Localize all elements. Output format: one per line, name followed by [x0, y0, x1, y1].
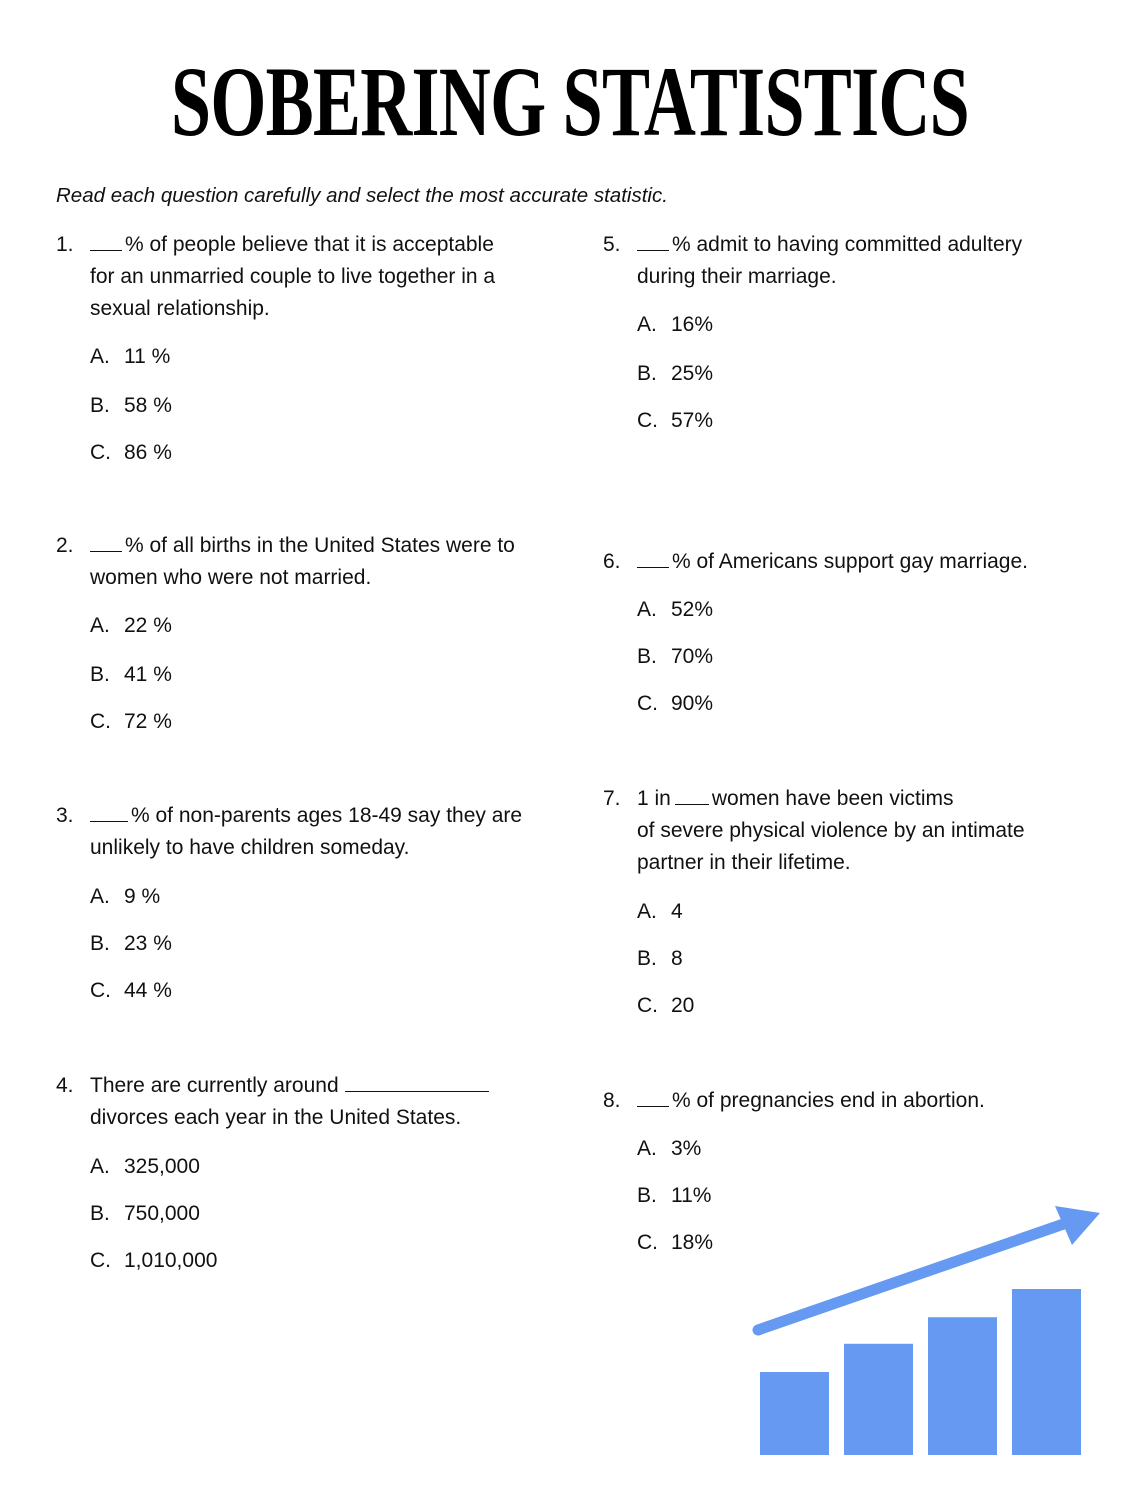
- option-c[interactable]: C. 86 %: [90, 441, 172, 464]
- question-number: 3.: [56, 804, 74, 827]
- option-a[interactable]: A. 16%: [637, 313, 714, 336]
- option-b[interactable]: B. 23 %: [90, 932, 172, 955]
- option-c[interactable]: C. 44 %: [90, 979, 172, 1002]
- option-b[interactable]: B. 8: [637, 947, 683, 970]
- growth-bar-1: [760, 1372, 829, 1455]
- option-a[interactable]: A. 52%: [637, 598, 714, 621]
- option-c[interactable]: C. 1,010,000: [90, 1249, 218, 1272]
- option-b[interactable]: B. 58 %: [90, 394, 172, 417]
- growth-bar-chart-icon: [740, 1195, 1110, 1465]
- answer-blank[interactable]: [90, 801, 128, 822]
- question-number: 5.: [603, 233, 621, 256]
- answer-blank[interactable]: [675, 784, 709, 805]
- question-number: 4.: [56, 1074, 74, 1097]
- answer-blank[interactable]: [90, 230, 122, 251]
- growth-bar-4: [1012, 1289, 1081, 1455]
- option-a[interactable]: A. 9 %: [90, 885, 161, 908]
- question-stem: % of non-parents ages 18-49 say they are unlikely to have children someday.: [90, 800, 522, 864]
- question-stem: There are currently around divorces each year in the United States.: [90, 1070, 492, 1134]
- answer-blank[interactable]: [345, 1071, 489, 1092]
- option-a[interactable]: A. 325,000: [90, 1155, 200, 1178]
- option-b[interactable]: B. 25%: [637, 362, 714, 385]
- question-stem: % of pregnancies end in abortion.: [637, 1085, 985, 1117]
- question-stem: 1 in women have been victims of severe physical violence by an intimate partner in their lifetime.: [637, 783, 1025, 879]
- question-number: 7.: [603, 787, 621, 810]
- option-b[interactable]: B. 70%: [637, 645, 714, 668]
- page-title: SOBERING STATISTICS: [171, 46, 969, 157]
- question-stem: % of all births in the United States were to women who were not married.: [90, 530, 515, 594]
- question-number: 8.: [603, 1089, 621, 1112]
- option-b[interactable]: B. 41 %: [90, 663, 172, 686]
- option-a[interactable]: A. 4: [637, 900, 683, 923]
- question-stem: % of Americans support gay marriage.: [637, 546, 1028, 578]
- answer-blank[interactable]: [637, 547, 669, 568]
- answer-blank[interactable]: [637, 1086, 669, 1107]
- option-a[interactable]: A. 11 %: [90, 345, 171, 368]
- growth-bar-2: [844, 1344, 913, 1455]
- option-c[interactable]: C. 20: [637, 994, 695, 1017]
- option-a[interactable]: A. 3%: [637, 1137, 702, 1160]
- option-a[interactable]: A. 22 %: [90, 614, 172, 637]
- option-b[interactable]: B. 11%: [637, 1184, 712, 1207]
- question-number: 2.: [56, 534, 74, 557]
- question-number: 1.: [56, 233, 74, 256]
- question-stem: % of people believe that it is acceptable for an unmarried couple to live together in a sexual relationship.: [90, 229, 495, 325]
- growth-bar-3: [928, 1317, 997, 1455]
- question-stem: % admit to having committed adultery during their marriage.: [637, 229, 1022, 293]
- answer-blank[interactable]: [637, 230, 669, 251]
- question-number: 6.: [603, 550, 621, 573]
- option-c[interactable]: C. 72 %: [90, 710, 172, 733]
- option-c[interactable]: C. 18%: [637, 1231, 714, 1254]
- option-c[interactable]: C. 57%: [637, 409, 714, 432]
- instructions: Read each question carefully and select the most accurate statistic.: [56, 184, 668, 207]
- option-c[interactable]: C. 90%: [637, 692, 714, 715]
- answer-blank[interactable]: [90, 531, 122, 552]
- option-b[interactable]: B. 750,000: [90, 1202, 200, 1225]
